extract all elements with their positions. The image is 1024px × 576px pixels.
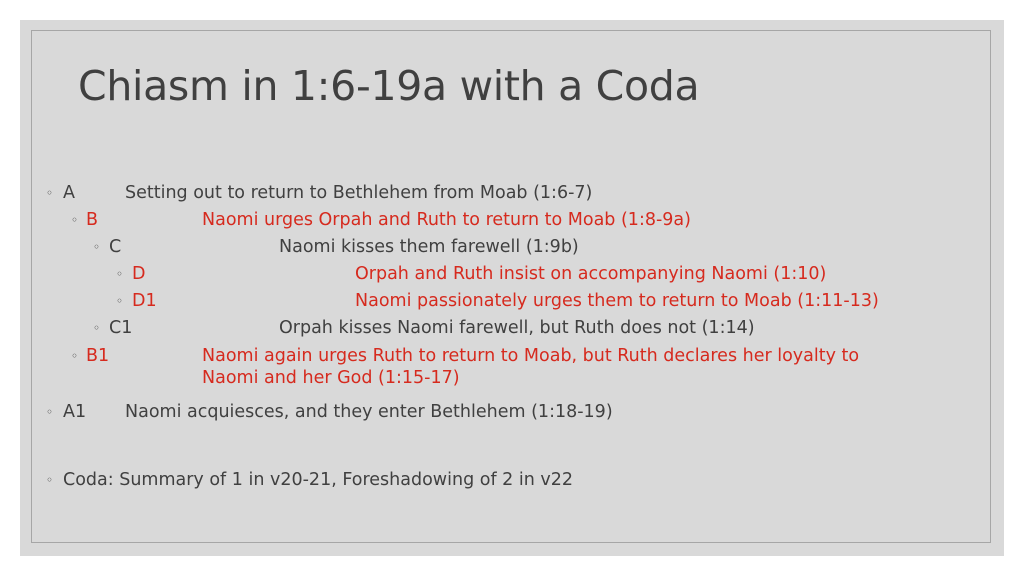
bullet-icon: ◦: [93, 240, 101, 254]
slide-title: Chiasm in 1:6-19a with a Coda: [78, 62, 700, 110]
item-text: Naomi acquiesces, and they enter Bethlehem (1:18-19): [125, 402, 613, 422]
item-text: Naomi kisses them farewell (1:9b): [279, 237, 579, 257]
item-label: D1: [132, 291, 157, 311]
item-label: B1: [86, 346, 110, 366]
item-text: Naomi passionately urges them to return to Moab (1:11-13): [355, 291, 879, 311]
item-text-line2: Naomi and her God (1:15-17): [202, 368, 460, 388]
item-label: C: [109, 237, 122, 257]
bullet-icon: ◦: [46, 186, 54, 200]
item-text: Orpah kisses Naomi farewell, but Ruth does not (1:14): [279, 318, 755, 338]
item-text-line1: Naomi again urges Ruth to return to Moab, but Ruth declares her loyalty to: [202, 346, 860, 366]
bullet-icon: ◦: [46, 473, 54, 487]
item-label: A: [63, 183, 75, 203]
bullet-icon: ◦: [71, 213, 79, 227]
bullet-icon: ◦: [93, 321, 101, 335]
bullet-icon: ◦: [71, 349, 79, 363]
bullet-icon: ◦: [116, 267, 124, 281]
item-text: Naomi urges Orpah and Ruth to return to Moab (1:8-9a): [202, 210, 691, 230]
bullet-icon: ◦: [46, 405, 54, 419]
bullet-icon: ◦: [116, 294, 124, 308]
item-label: B: [86, 210, 99, 230]
coda-text: Coda: Summary of 1 in v20-21, Foreshadowing of 2 in v22: [63, 470, 574, 490]
item-label: A1: [63, 402, 87, 422]
item-label: D: [132, 264, 146, 284]
item-text: Setting out to return to Bethlehem from Moab (1:6-7): [125, 183, 593, 203]
item-label: C1: [109, 318, 133, 338]
item-text: Orpah and Ruth insist on accompanying Naomi (1:10): [355, 264, 827, 284]
